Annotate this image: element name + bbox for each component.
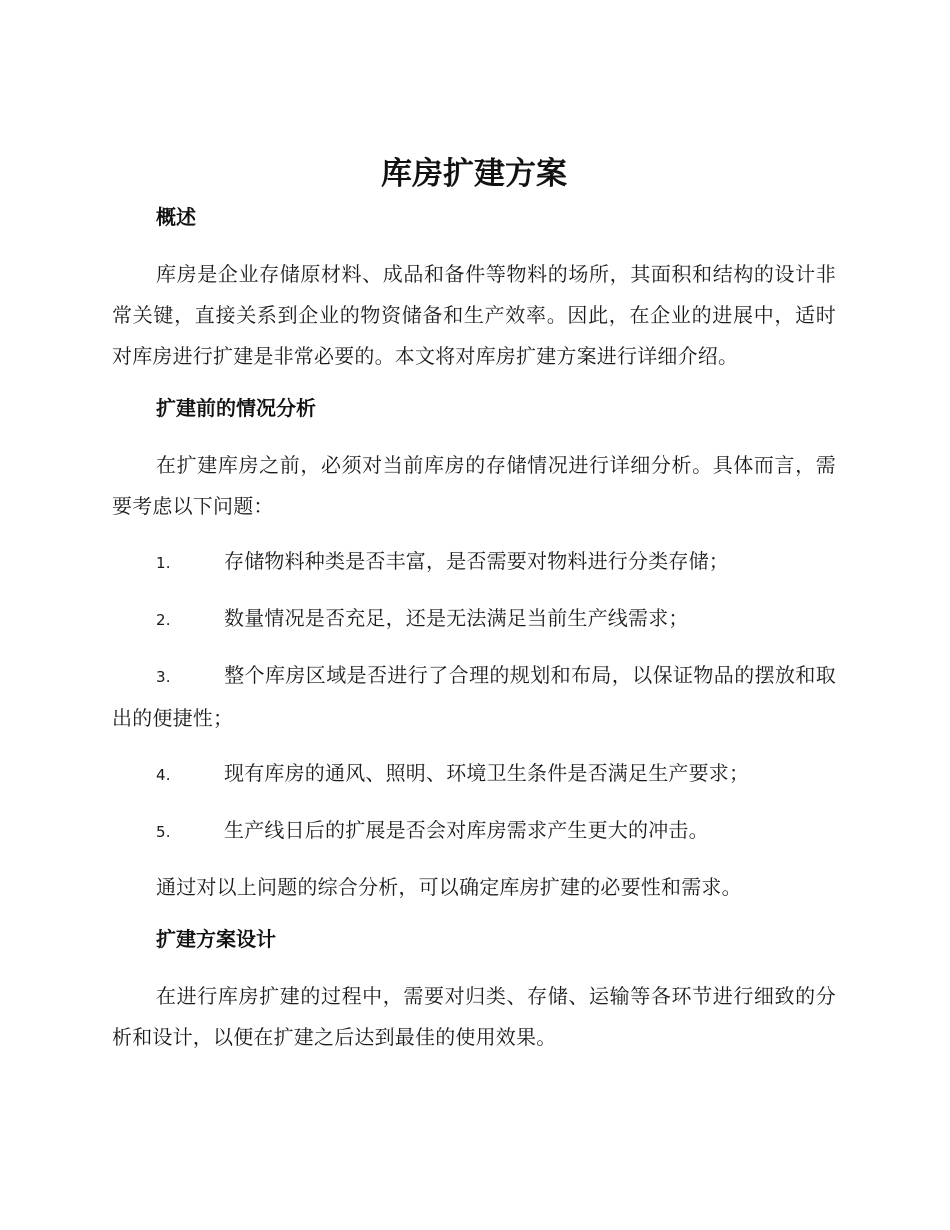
list-item bbox=[112, 753, 836, 796]
list-item-text: 生产线日后的扩展是否会对库房需求产生更大的冲击。 bbox=[224, 818, 709, 842]
document-page bbox=[112, 150, 836, 1058]
list-item-text: 存储物料种类是否丰富，是否需要对物料进行分类存储； bbox=[224, 549, 729, 573]
analysis-conclusion-paragraph: 通过对以上问题的综合分析，可以确定库房扩建的必要性和需求。 bbox=[156, 875, 742, 899]
list-item-text: 现有库房的通风、照明、环境卫生条件是否满足生产要求； bbox=[224, 761, 750, 785]
list-item-number: 1. bbox=[156, 554, 171, 572]
list-item bbox=[112, 541, 836, 584]
list-item-number: 2. bbox=[156, 611, 171, 629]
list-item-text: 数量情况是否充足，还是无法满足当前生产线需求； bbox=[224, 606, 689, 630]
list-item-number: 4. bbox=[156, 766, 171, 784]
document-title: 库房扩建方案 bbox=[381, 156, 567, 192]
list-item-number: 3. bbox=[156, 668, 171, 686]
overview-paragraph: 库房是企业存储原材料、成品和备件等物料的场所，其面积和结构的设计非常关键，直接关系到企业的物资储备和生产效率。因此，在企业的进展中，适时对库房进行扩建是非常必要的。本文将对库房扩建方案进行详细介绍。 bbox=[112, 262, 836, 368]
list-item bbox=[112, 598, 836, 641]
list-item-number: 5. bbox=[156, 823, 171, 841]
section-heading-analysis: 扩建前的情况分析 bbox=[156, 396, 316, 420]
list-item-text: 整个库房区域是否进行了合理的规划和布局，以保证物品的摆放和取出的便捷性； bbox=[112, 663, 836, 730]
list-item bbox=[112, 810, 836, 853]
analysis-intro-paragraph: 在扩建库房之前，必须对当前库房的存储情况进行详细分析。具体而言，需要考虑以下问题： bbox=[112, 453, 836, 518]
design-paragraph: 在进行库房扩建的过程中，需要对归类、存储、运输等各环节进行细致的分析和设计，以便在扩建之后达到最佳的使用效果。 bbox=[112, 984, 836, 1049]
section-heading-design: 扩建方案设计 bbox=[156, 927, 276, 951]
list-item bbox=[112, 655, 836, 739]
section-heading-overview: 概述 bbox=[156, 205, 196, 229]
analysis-question-list bbox=[112, 541, 836, 853]
